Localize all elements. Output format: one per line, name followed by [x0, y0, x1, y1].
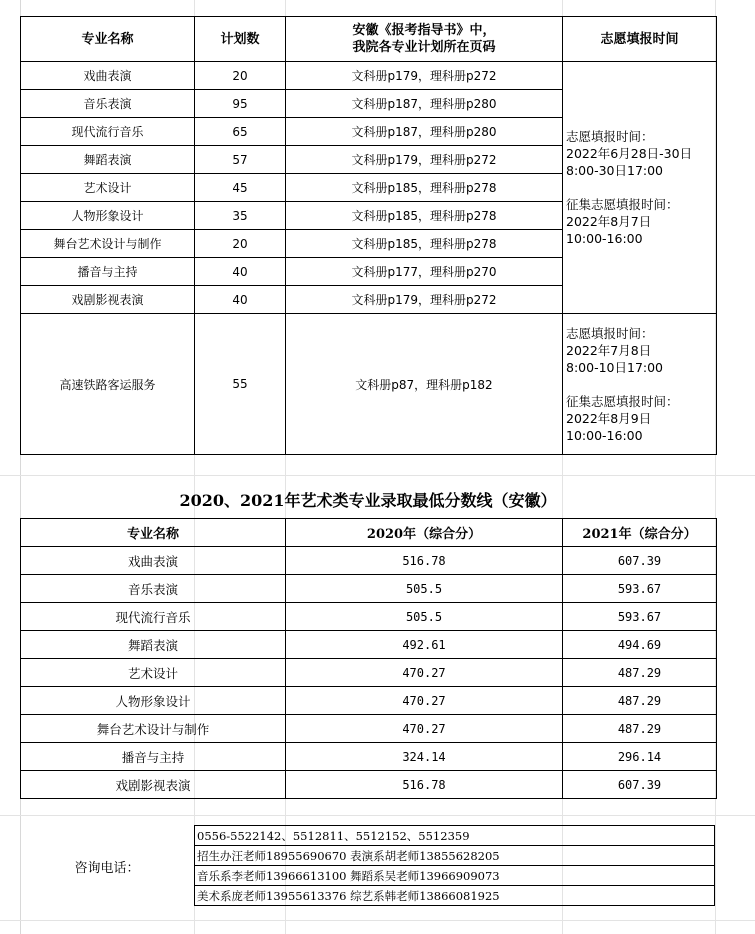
header-time[interactable]: 志愿填报时间 — [563, 17, 717, 62]
cell-score-2020[interactable]: 516.78 — [286, 547, 563, 575]
time-line: 征集志愿填报时间： — [566, 197, 679, 212]
grid-line — [0, 920, 755, 921]
cell-plan[interactable]: 57 — [195, 146, 286, 174]
cell-time-group2[interactable] — [563, 314, 717, 455]
cell-plan[interactable]: 20 — [195, 230, 286, 258]
cell-major[interactable]: 人物形象设计 — [21, 687, 286, 715]
cell-major[interactable]: 艺术设计 — [21, 659, 286, 687]
contact-row — [195, 886, 715, 906]
cell-score-2021[interactable]: 593.67 — [563, 603, 717, 631]
cell-major[interactable]: 戏曲表演 — [21, 547, 286, 575]
cell-score-2020[interactable]: 492.61 — [286, 631, 563, 659]
cell-major[interactable]: 现代流行音乐 — [21, 118, 195, 146]
cell-major[interactable]: 舞台艺术设计与制作 — [21, 715, 286, 743]
table-row — [21, 715, 717, 743]
time-line: 志愿填报时间： — [566, 325, 654, 341]
plan-table-header — [21, 17, 717, 62]
cell-major[interactable]: 音乐表演 — [21, 575, 286, 603]
time-line: 10:00-16:00 — [566, 427, 643, 443]
time-line: 8:00-30日17:00 — [566, 163, 664, 178]
cell-pages[interactable]: 文科册p187，理科册p280 — [286, 118, 563, 146]
cell-score-2020[interactable]: 470.27 — [286, 687, 563, 715]
time-line: 2022年8月9日 — [566, 410, 652, 426]
cell-major[interactable]: 高速铁路客运服务 — [21, 314, 195, 455]
grid-line — [0, 475, 755, 476]
cell-major[interactable]: 人物形象设计 — [21, 202, 195, 230]
table-row — [21, 687, 717, 715]
cell-major[interactable]: 戏剧影视表演 — [21, 286, 195, 314]
header-pages-line2: 我院各专业计划所在页码 — [352, 40, 496, 55]
header-plan[interactable]: 计划数 — [195, 17, 286, 62]
table-row — [21, 771, 717, 799]
time-line: 2022年7月8日 — [566, 342, 652, 358]
contact-line[interactable]: 0556-5522142、5512811、5512152、5512359 — [195, 826, 715, 846]
cell-plan[interactable]: 40 — [195, 286, 286, 314]
cell-time-group1[interactable] — [563, 62, 717, 314]
header-major[interactable]: 专业名称 — [21, 17, 195, 62]
table-row — [21, 314, 717, 455]
cell-score-2021[interactable]: 487.29 — [563, 715, 717, 743]
time-spacer — [566, 179, 716, 196]
cell-major[interactable]: 舞蹈表演 — [21, 146, 195, 174]
table-row — [21, 575, 717, 603]
plan-table — [20, 16, 717, 455]
time-line: 征集志愿填报时间： — [566, 393, 679, 409]
time-line: 志愿填报时间： — [566, 129, 654, 144]
contact-row — [195, 826, 715, 846]
cell-score-2021[interactable]: 607.39 — [563, 547, 717, 575]
cell-plan[interactable]: 95 — [195, 90, 286, 118]
cell-plan[interactable]: 40 — [195, 258, 286, 286]
cell-score-2021[interactable]: 487.29 — [563, 659, 717, 687]
cell-pages[interactable]: 文科册p185，理科册p278 — [286, 174, 563, 202]
cell-score-2020[interactable]: 470.27 — [286, 659, 563, 687]
score-table — [20, 518, 717, 799]
cell-score-2021[interactable]: 494.69 — [563, 631, 717, 659]
contact-label[interactable]: 咨询电话： — [74, 860, 140, 876]
table-row — [21, 547, 717, 575]
score-section-title: 2020、2021年艺术类专业录取最低分数线（安徽） — [179, 491, 557, 510]
cell-major[interactable]: 播音与主持 — [21, 258, 195, 286]
time-line: 8:00-10日17:00 — [566, 359, 664, 375]
table-row — [21, 631, 717, 659]
cell-score-2021[interactable]: 593.67 — [563, 575, 717, 603]
cell-score-2020[interactable]: 470.27 — [286, 715, 563, 743]
cell-pages[interactable]: 文科册p177，理科册p270 — [286, 258, 563, 286]
cell-plan[interactable]: 45 — [195, 174, 286, 202]
cell-pages[interactable]: 文科册p87，理科册p182 — [286, 314, 563, 455]
cell-major[interactable]: 艺术设计 — [21, 174, 195, 202]
time-spacer — [566, 376, 716, 393]
header-pages-line1: 安徽《报考指导书》中， — [352, 23, 496, 38]
cell-plan[interactable]: 20 — [195, 62, 286, 90]
score-table-header — [21, 519, 717, 547]
cell-major[interactable]: 舞台艺术设计与制作 — [21, 230, 195, 258]
contact-row — [195, 846, 715, 866]
cell-major[interactable]: 戏曲表演 — [21, 62, 195, 90]
cell-plan[interactable]: 65 — [195, 118, 286, 146]
cell-score-2021[interactable]: 296.14 — [563, 743, 717, 771]
contact-line[interactable]: 音乐系李老师13966613100 舞蹈系吴老师13966909073 — [195, 866, 715, 886]
contact-row — [195, 866, 715, 886]
cell-pages[interactable]: 文科册p179，理科册p272 — [286, 146, 563, 174]
contact-line[interactable]: 美术系庞老师13955613376 综艺系韩老师13866081925 — [195, 886, 715, 906]
cell-score-2020[interactable]: 324.14 — [286, 743, 563, 771]
cell-major[interactable]: 现代流行音乐 — [21, 603, 286, 631]
header-major[interactable]: 专业名称 — [21, 519, 286, 547]
cell-score-2021[interactable]: 607.39 — [563, 771, 717, 799]
cell-score-2020[interactable]: 516.78 — [286, 771, 563, 799]
header-pages[interactable] — [286, 17, 563, 62]
cell-score-2020[interactable]: 505.5 — [286, 575, 563, 603]
header-2021[interactable]: 2021年（综合分） — [563, 519, 717, 547]
table-row — [21, 659, 717, 687]
time-line: 2022年8月7日 — [566, 214, 652, 229]
cell-major[interactable]: 戏剧影视表演 — [21, 771, 286, 799]
cell-pages[interactable]: 文科册p185，理科册p278 — [286, 230, 563, 258]
header-2020[interactable]: 2020年（综合分） — [286, 519, 563, 547]
cell-pages[interactable]: 文科册p187，理科册p280 — [286, 90, 563, 118]
cell-pages[interactable]: 文科册p179，理科册p272 — [286, 62, 563, 90]
cell-score-2021[interactable]: 487.29 — [563, 687, 717, 715]
grid-line — [0, 815, 755, 816]
contact-line[interactable]: 招生办汪老师18955690670 表演系胡老师13855628205 — [195, 846, 715, 866]
table-row — [21, 603, 717, 631]
cell-plan[interactable]: 55 — [195, 314, 286, 455]
cell-score-2020[interactable]: 505.5 — [286, 603, 563, 631]
cell-pages[interactable]: 文科册p179，理科册p272 — [286, 286, 563, 314]
time-line: 10:00-16:00 — [566, 231, 643, 246]
cell-major[interactable]: 舞蹈表演 — [21, 631, 286, 659]
table-row — [21, 743, 717, 771]
contact-table — [194, 825, 715, 906]
cell-pages[interactable]: 文科册p185，理科册p278 — [286, 202, 563, 230]
table-row — [21, 62, 717, 90]
cell-plan[interactable]: 35 — [195, 202, 286, 230]
cell-major[interactable]: 音乐表演 — [21, 90, 195, 118]
time-line: 2022年6月28日-30日 — [566, 146, 693, 161]
cell-major[interactable]: 播音与主持 — [21, 743, 286, 771]
